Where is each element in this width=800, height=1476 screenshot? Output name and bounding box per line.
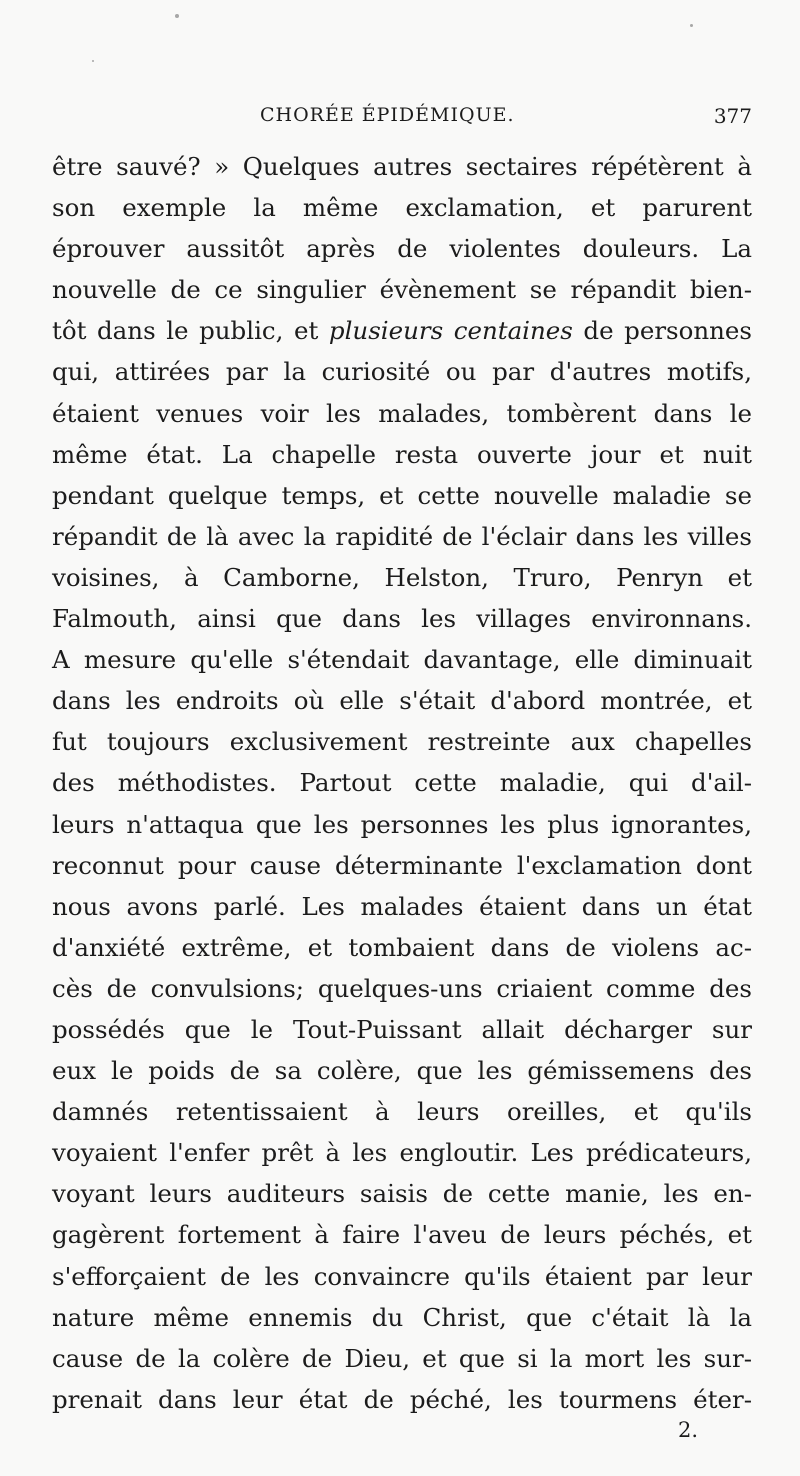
text-line: cès de convulsions; quelques-uns criaient comme des: [52, 973, 752, 1003]
text-line: même état. La chapelle resta ouverte jour et nuit: [52, 439, 752, 469]
text-run: tôt dans le public, et: [52, 316, 329, 346]
text-line: étaient venues voir les malades, tombèrent dans le: [52, 398, 752, 428]
body-text: [52, 146, 752, 1420]
text-run: de personnes: [572, 316, 753, 346]
text-line: pendant quelque temps, et cette nouvelle maladie se: [52, 480, 752, 510]
text-line: reconnut pour cause déterminante l'exclamation dont: [52, 850, 752, 880]
text-line: [52, 310, 752, 351]
paper-speck: [175, 14, 179, 18]
text-line: son exemple la même exclamation, et parurent: [52, 193, 752, 223]
signature-mark: 2.: [677, 1418, 698, 1442]
text-line: nous avons parlé. Les malades étaient dans un état: [52, 891, 752, 921]
text-line: voisines, à Camborne, Helston, Truro, Penryn et: [52, 562, 752, 592]
text-line: gagèrent fortement à faire l'aveu de leurs péchés, et: [52, 1220, 752, 1250]
text-line: damnés retentissaient à leurs oreilles, et qu'ils: [52, 1097, 752, 1127]
text-line: prenait dans leur état de péché, les tourmens éter-: [52, 1384, 752, 1414]
text-line: nouvelle de ce singulier évènement se répandit bien-: [52, 275, 752, 305]
running-title: CHORÉE ÉPIDÉMIQUE.: [260, 104, 515, 126]
page-number: 377: [713, 104, 752, 128]
text-line: leurs n'attaqua que les personnes les plus ignorantes,: [52, 809, 752, 839]
paper-speck: [690, 24, 693, 27]
italic-emphasis: plusieurs centaines: [328, 316, 573, 346]
text-line: dans les endroits où elle s'était d'abord montrée, et: [52, 686, 752, 716]
text-line: possédés que le Tout-Puissant allait décharger sur: [52, 1014, 752, 1044]
running-head: [52, 104, 752, 134]
text-line: Falmouth, ainsi que dans les villages environnans.: [52, 604, 752, 634]
text-line: éprouver aussitôt après de violentes douleurs. La: [52, 234, 752, 264]
text-line: voyant leurs auditeurs saisis de cette manie, les en-: [52, 1179, 752, 1209]
text-line: nature même ennemis du Christ, que c'était là la: [52, 1302, 752, 1332]
text-line: s'efforçaient de les convaincre qu'ils étaient par leur: [52, 1261, 752, 1291]
text-line: qui, attirées par la curiosité ou par d'autres motifs,: [52, 357, 752, 387]
text-line: répandit de là avec la rapidité de l'éclair dans les villes: [52, 521, 752, 551]
text-line: être sauvé? » Quelques autres sectaires répétèrent à: [52, 152, 752, 181]
text-line: fut toujours exclusivement restreinte aux chapelles: [52, 727, 752, 757]
paper-speck: [92, 60, 94, 62]
text-line: cause de la colère de Dieu, et que si la mort les sur-: [52, 1343, 752, 1373]
text-line: d'anxiété extrême, et tombaient dans de violens ac-: [52, 932, 752, 962]
text-line: des méthodistes. Partout cette maladie, qui d'ail-: [52, 768, 752, 798]
text-line: voyaient l'enfer prêt à les engloutir. Les prédicateurs,: [52, 1138, 752, 1168]
text-line: eux le poids de sa colère, que les gémissemens des: [52, 1056, 752, 1086]
text-line: A mesure qu'elle s'étendait davantage, elle diminuait: [52, 645, 752, 675]
